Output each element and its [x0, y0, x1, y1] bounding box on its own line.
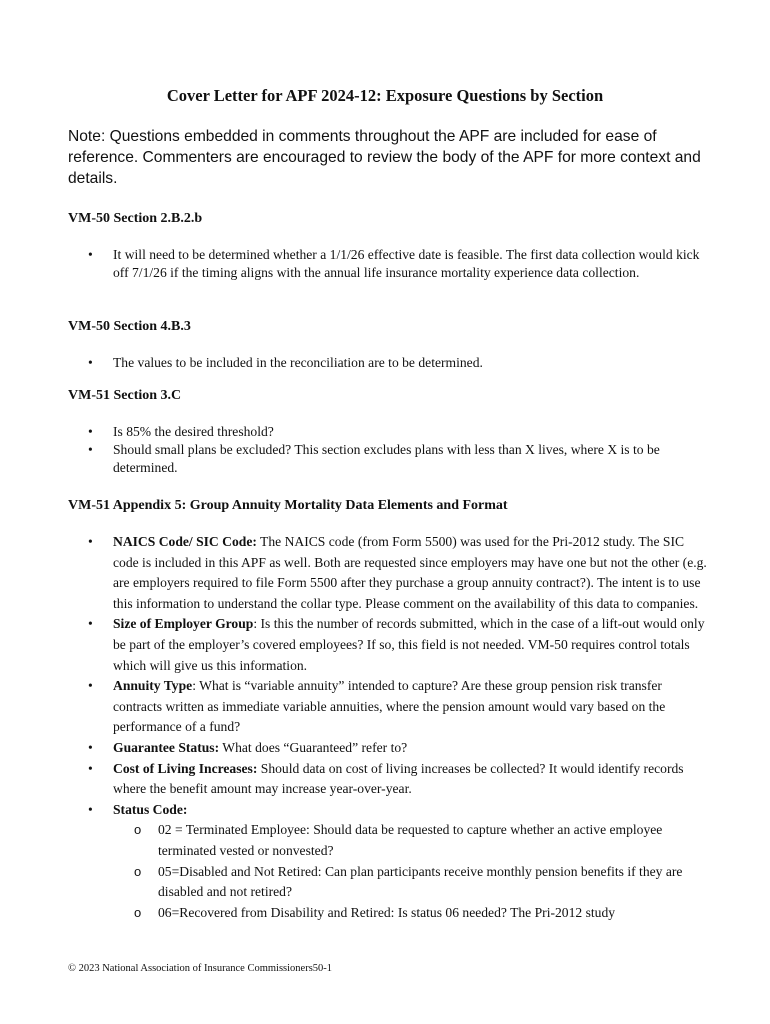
bullet-icon: • — [88, 442, 93, 458]
sub-bullet-icon: o — [134, 904, 142, 920]
bullet-icon: • — [88, 534, 93, 549]
sub-list-item-text: 05=Disabled and Not Retired: Can plan participants receive monthly pension benefits if they are disabled and not retired? — [158, 863, 683, 900]
bullet-icon: • — [88, 801, 93, 817]
list-item-text: : Is this the number of records submitted, which in the case of a lift-out would only be part of the employer’s covered employees? If so, this field is not needed. VM-50 requires control totals which will give us this information. — [113, 616, 705, 673]
list-item-text: Should small plans be excluded? This section excludes plans with less than X lives, where X is to be determined. — [113, 442, 660, 476]
list-item-text: What does “Guaranteed” refer to? — [219, 739, 408, 755]
item-label: Guarantee Status: — [113, 739, 220, 755]
list-item — [68, 441, 708, 477]
list-item-text: : What is “variable annuity” intended to capture? Are these group pension risk transfer contracts written as immediate variable annuities, where the pension amount would vary based on the performance of a fund? — [113, 678, 666, 735]
item-label: Cost of Living Increases: — [113, 760, 258, 776]
sub-list-item — [113, 820, 708, 861]
list-item — [68, 614, 708, 676]
sub-list-item — [113, 903, 708, 924]
bullet-icon: • — [88, 247, 93, 262]
sub-bullet-icon: o — [134, 822, 142, 838]
list-item-text: The values to be included in the reconciliation are to be determined. — [113, 355, 483, 370]
section-list — [68, 532, 708, 923]
list-item-text: Is 85% the desired threshold? — [113, 424, 274, 439]
section-list — [68, 354, 708, 372]
list-item — [68, 423, 708, 441]
section-list — [68, 246, 708, 282]
list-item — [68, 800, 708, 924]
list-item — [68, 759, 708, 800]
list-item-text: It will need to be determined whether a 1/1/26 effective date is feasible. The first data collection would kick off 7/1/26 if the timing aligns with the annual life insurance mortality experience data collection. — [113, 247, 700, 281]
bullet-icon: • — [88, 355, 93, 370]
bullet-icon: • — [88, 424, 93, 439]
list-item — [68, 246, 708, 282]
status-code-sublist — [113, 820, 708, 923]
list-item — [68, 532, 708, 614]
item-label: Size of Employer Group — [113, 616, 254, 632]
list-item — [68, 676, 708, 738]
bullet-icon: • — [88, 616, 93, 632]
section-heading: VM-51 Appendix 5: Group Annuity Mortality Data Elements and Format — [68, 498, 508, 513]
list-item — [68, 354, 708, 372]
item-label: Annuity Type — [113, 678, 193, 694]
sub-list-item-text: 06=Recovered from Disability and Retired: Is status 06 needed? The Pri-2012 study — [158, 904, 616, 920]
list-item-text: The NAICS code (from Form 5500) was used for the Pri-2012 study. The SIC code is included in this APF as well. Both are requested since employers may have one but not the other (e.g. are employers required to file Form 5500 after they purchase a group annuity contract?). The intent is to use this information to understand the collar type. Please comment on the availability of this data to companies. — [113, 534, 707, 611]
page-title: Cover Letter for APF 2024-12: Exposure Questions by Section — [166, 86, 604, 105]
page-footer: © 2023 National Association of Insurance Commissioners50-1 — [68, 963, 333, 974]
bullet-icon: • — [88, 760, 93, 776]
list-item-text: Should data on cost of living increases be collected? It would identify records where the benefit amount may increase year-over-year. — [113, 760, 684, 797]
section-heading: VM-50 Section 4.B.3 — [68, 319, 191, 334]
bullet-icon: • — [88, 739, 93, 755]
section-heading: VM-51 Section 3.C — [68, 388, 182, 403]
item-label: Status Code: — [113, 801, 188, 817]
sub-bullet-icon: o — [134, 863, 142, 879]
section-list — [68, 423, 708, 478]
section-heading: VM-50 Section 2.B.2.b — [68, 211, 203, 226]
intro-note: Note: Questions embedded in comments throughout the APF are included for ease of reference. Commenters are encouraged to review the body of the APF for more context and details. — [68, 128, 701, 187]
bullet-icon: • — [88, 678, 93, 694]
list-item — [68, 738, 708, 759]
sub-list-item-text: 02 = Terminated Employee: Should data be requested to capture whether an active employee terminated vested or nonvested? — [158, 822, 663, 858]
sub-list-item — [113, 862, 708, 903]
item-label: NAICS Code/ SIC Code: — [113, 534, 257, 549]
